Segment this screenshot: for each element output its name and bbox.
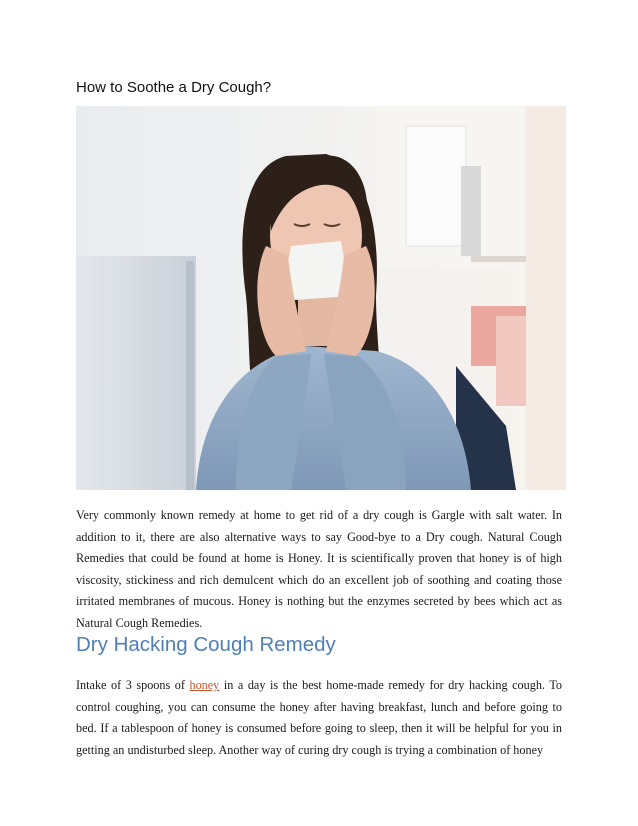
- woman-blowing-nose-photo: [76, 106, 566, 490]
- section-heading: Dry Hacking Cough Remedy: [76, 633, 336, 656]
- remedy-text-start: Intake of 3 spoons of: [76, 678, 190, 692]
- remedy-text-end: in a day is the best home-made remedy for dry hacking cough. To control coughing, you can consume the honey after having breakfast, lunch and before going to bed. If a tablespoon of honey is consumed before going to sleep, then it will be helpful for you in getting an undisturbed sleep. Another way of curing dry cough is trying a combination of honey: [76, 678, 563, 757]
- honey-link[interactable]: honey: [189, 678, 220, 692]
- remedy-paragraph: [76, 675, 562, 761]
- intro-paragraph: Very commonly known remedy at home to get rid of a dry cough is Gargle with salt water. In addition to it, there are also alternative ways to say Good-bye to a Dry cough. Natural Cough Remedies that could be found at home is Honey. It is scientifically proven that honey is of high viscosity, stickiness and rich demulcent which do an excellent job of soothing and coating those irritated membranes of mucous. Honey is nothing but the enzymes secreted by bees which act as Natural Cough Remedies.: [76, 508, 562, 630]
- page-title: How to Soothe a Dry Cough?: [76, 79, 272, 96]
